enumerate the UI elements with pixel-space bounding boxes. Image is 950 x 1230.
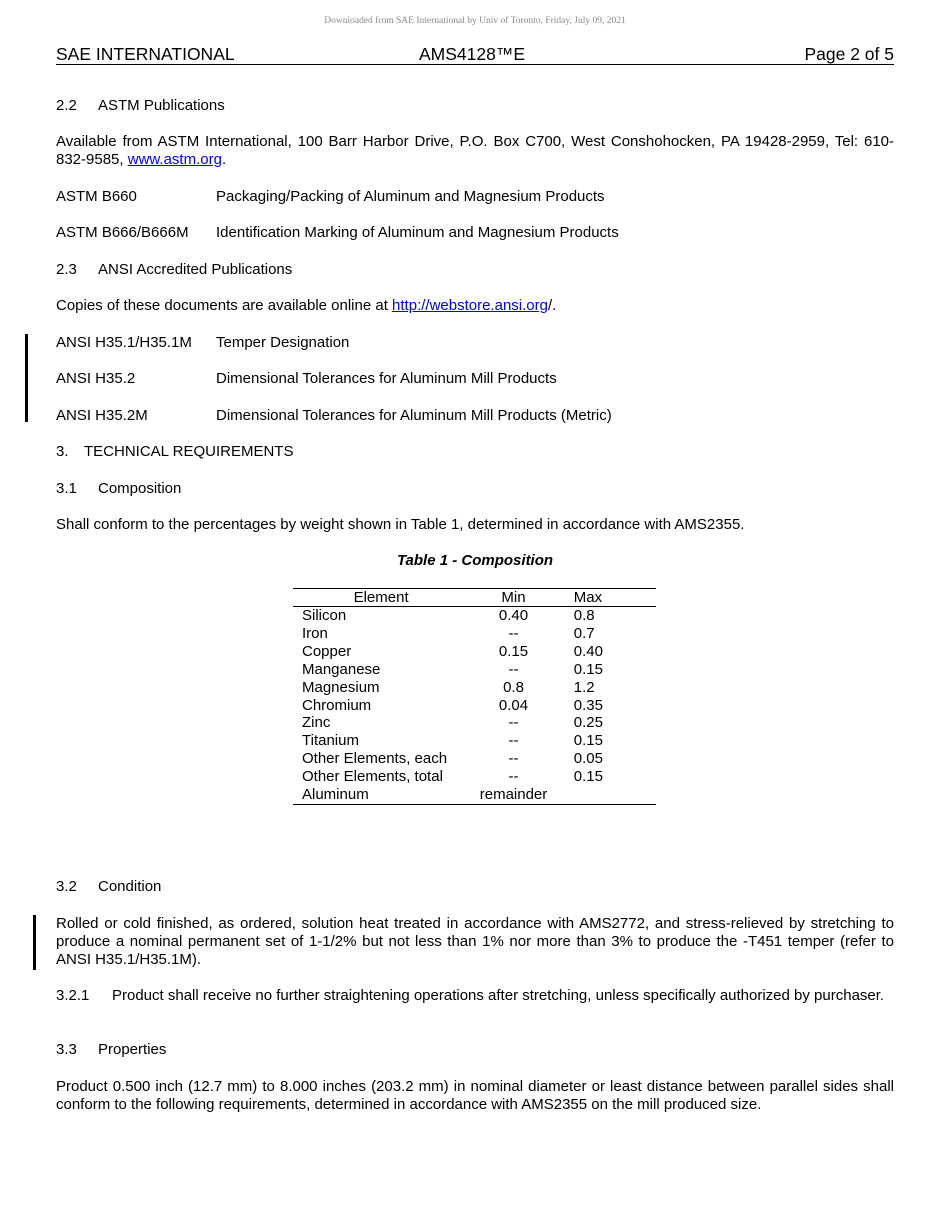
cell-min: -- (508, 714, 519, 732)
cell-element: Chromium (302, 696, 372, 714)
table-row (293, 732, 656, 750)
cell-max: 0.35 (573, 696, 603, 714)
section-3-3-heading (56, 1041, 894, 1059)
cell-min: remainder (469, 786, 558, 804)
section-number: 3.1 (56, 480, 77, 497)
condition-paragraph: Rolled or cold finished, as ordered, solution heat treated in accordance with AMS2772, and stress-relieved by stretching to produce a nominal permanent set of 1-1/2% but not less than 1% nor more than 3% to produce the -T451 temper (refer to ANSI H35.1/H35.1M). (56, 915, 894, 968)
cell-element: Titanium (302, 732, 359, 750)
header-org: SAE INTERNATIONAL (56, 44, 235, 64)
cell-element: Zinc (302, 714, 331, 732)
cell-max (558, 786, 656, 804)
table-row (293, 607, 656, 625)
subsection-number: 3.2.1 (56, 987, 90, 1004)
page-header (56, 44, 894, 65)
cell-max: 0.25 (573, 714, 603, 732)
section-title: TECHNICAL REQUIREMENTS (84, 443, 294, 460)
cell-max: 0.40 (573, 642, 603, 660)
ansi-webstore-link[interactable]: http://webstore.ansi.org (392, 297, 548, 314)
cell-element: Other Elements, each (302, 750, 448, 768)
section-number: 3.3 (56, 1041, 77, 1058)
reference-title: Dimensional Tolerances for Aluminum Mill Products (216, 370, 557, 387)
reference-title: Temper Designation (216, 334, 350, 351)
reference-code: ANSI H35.2 (56, 370, 136, 387)
section-number: 2.2 (56, 97, 77, 114)
section-3-heading (56, 443, 894, 461)
cell-min: 0.8 (503, 678, 524, 696)
reference-title: Dimensional Tolerances for Aluminum Mill Products (Metric) (216, 407, 612, 424)
table-row (293, 786, 656, 804)
cell-max: 0.15 (573, 660, 603, 678)
cell-element: Magnesium (302, 678, 380, 696)
composition-paragraph: Shall conform to the percentages by weight shown in Table 1, determined in accordance with AMS2355. (56, 516, 745, 533)
subsection-text: Product shall receive no further straightening operations after stretching, unless specifically authorized by purchaser. (112, 987, 885, 1004)
table-caption: Table 1 - Composition (396, 552, 554, 569)
cell-min: -- (508, 768, 519, 786)
reference-title: Identification Marking of Aluminum and Magnesium Products (216, 224, 619, 241)
ansi-copies-text: Copies of these documents are available online at (56, 297, 393, 314)
cell-min: -- (508, 732, 519, 750)
section-title: Composition (98, 480, 182, 497)
cell-element: Other Elements, total (302, 768, 443, 786)
column-header-min: Min (469, 589, 558, 607)
link-suffix: /. (547, 297, 557, 314)
composition-table (293, 588, 656, 805)
cell-min: 0.40 (498, 607, 529, 624)
section-title: Condition (98, 878, 162, 895)
section-3-2-1 (56, 987, 894, 1027)
cell-element: Manganese (302, 660, 381, 678)
properties-paragraph: Product 0.500 inch (12.7 mm) to 8.000 inches (203.2 mm) in nominal diameter or least distance between parallel sides shall conform to the following requirements, determined in accordance with AMS2355 on the mill produced size. (56, 1078, 894, 1113)
header-doc-number: AMS4128™E (419, 44, 526, 64)
cell-max: 0.8 (573, 607, 595, 624)
cell-min: -- (508, 660, 519, 678)
cell-max: 0.15 (573, 732, 603, 750)
period: . (221, 151, 227, 168)
section-2-3-heading (56, 261, 894, 279)
reference-code: ASTM B660 (56, 188, 137, 205)
table-row (293, 679, 656, 697)
astm-availability-paragraph (56, 133, 894, 169)
table-row (293, 768, 656, 786)
section-3-2-heading (56, 878, 894, 896)
cell-element: Copper (302, 642, 352, 660)
reference-code: ANSI H35.2M (56, 407, 148, 424)
section-3-1-heading (56, 480, 894, 498)
table-row (293, 625, 656, 643)
table-header-row (293, 589, 656, 607)
ansi-copies-paragraph (56, 297, 894, 315)
cell-max: 1.2 (573, 678, 595, 696)
revision-change-bar (25, 334, 28, 422)
cell-max: 0.7 (573, 624, 595, 642)
cell-min: -- (508, 750, 519, 768)
cell-element: Iron (302, 624, 328, 642)
section-number: 2.3 (56, 261, 77, 278)
revision-change-bar (33, 915, 36, 970)
section-title: Properties (98, 1041, 167, 1058)
reference-code: ASTM B666/B666M (56, 224, 189, 241)
section-2-2-heading (56, 97, 894, 115)
cell-min: -- (508, 624, 519, 642)
astm-availability-text: Available from ASTM International, 100 Barr Harbor Drive, P.O. Box C700, West Conshohocken, PA 19428-2959, Tel: 610-832-9585, (56, 133, 894, 168)
table-row (293, 697, 656, 715)
cell-element: Aluminum (293, 786, 469, 804)
header-page-number: Page 2 of 5 (804, 44, 894, 64)
cell-max: 0.05 (573, 750, 603, 768)
cell-max: 0.15 (573, 768, 603, 786)
astm-website-link[interactable]: www.astm.org (127, 151, 222, 168)
section-title: ASTM Publications (98, 97, 225, 114)
column-header-element: Element (293, 589, 469, 607)
section-number: 3. (56, 443, 69, 460)
reference-code: ANSI H35.1/H35.1M (56, 334, 192, 351)
download-watermark: Downloaded from SAE International by Univ of Toronto, Friday, July 09, 2021 (324, 16, 626, 26)
table-row (293, 714, 656, 732)
cell-min: 0.15 (498, 642, 529, 660)
table-row (293, 643, 656, 661)
table-row (293, 750, 656, 768)
cell-min: 0.04 (498, 696, 529, 714)
cell-element: Silicon (302, 607, 347, 624)
table-row (293, 661, 656, 679)
section-number: 3.2 (56, 878, 77, 895)
reference-title: Packaging/Packing of Aluminum and Magnesium Products (216, 188, 605, 205)
column-header-max: Max (558, 589, 656, 607)
section-title: ANSI Accredited Publications (98, 261, 293, 278)
